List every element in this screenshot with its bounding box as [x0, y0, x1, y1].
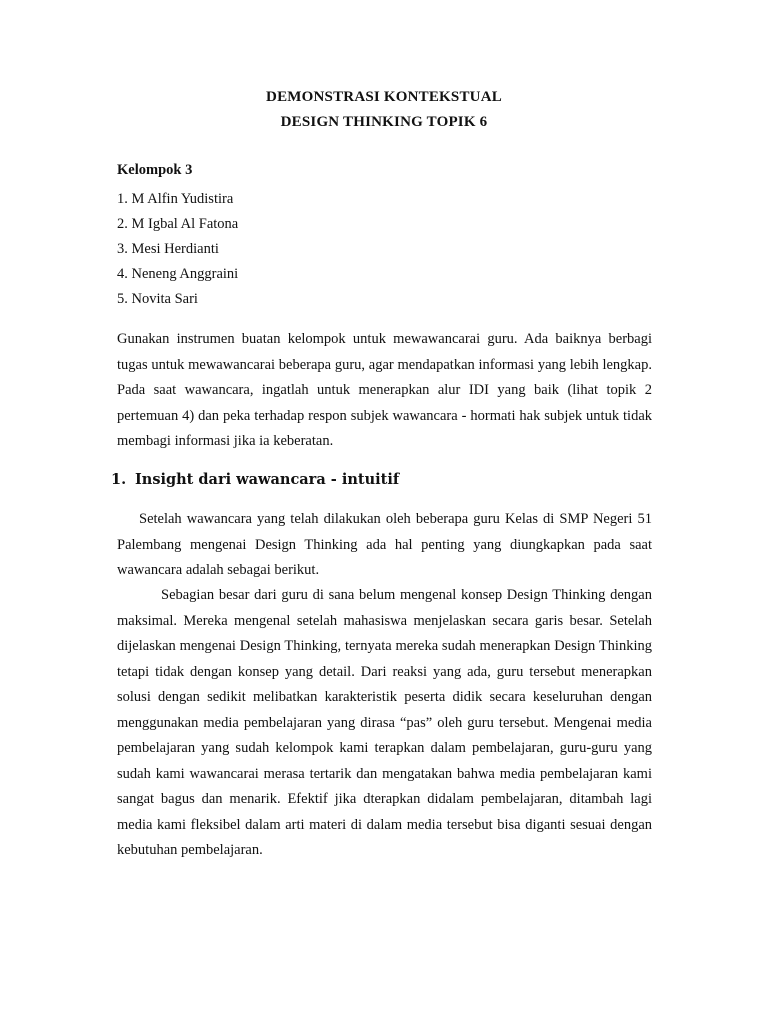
section-paragraph-2: Sebagian besar dari guru di sana belum mengenal konsep Design Thinking dengan maksimal. Mereka mengenal setelah mahasiswa menjelaskan secara garis besar. Setelah dijelaskan mengenai Design Thinking, ternyata mereka sudah menerapkan Design Thinking tetapi tidak dengan konsep yang detail. Dari reaksi yang ada, guru tersebut menerapkan solusi dengan sedikit melibatkan karakteristik peserta didik secara keseluruhan dengan menggunakan media pembelajaran yang dirasa “pas” oleh guru tersebut. Mengenai media pembelajaran yang sudah kelompok kami terapkan dalam pembelajaran, guru-guru yang sudah kami wawancarai merasa tertarik dan mengatakan bahwa media pembelajaran kami sangat bagus dan menarik. Efektif jika dterapkan didalam pembelajaran, ditambah lagi media kami fleksibel dalam arti materi di dalam media tersebut bisa diganti sesuai dengan kebutuhan pembelajaran.: [117, 587, 652, 858]
intro-paragraph: Gunakan instrumen buatan kelompok untuk mewawancarai guru. Ada baiknya berbagi tugas untuk mewawancarai beberapa guru, agar mendapatkan informasi yang lebih lengkap. Pada saat wawancara, ingatlah untuk menerapkan alur IDI yang baik (lihat topik 2 pertemuan 4) dan peka terhadap respon subjek wawancara - hormati hak subjek untuk tidak membagi informasi jika ia keberatan.: [117, 331, 652, 449]
section-heading: [111, 471, 399, 488]
section-paragraph-1: Setelah wawancara yang telah dilakukan oleh beberapa guru Kelas di SMP Negeri 51 Palembang mengenai Design Thinking ada hal penting yang diungkapkan pada saat wawancara adalah sebagai berikut.: [117, 511, 652, 578]
document-title-line-2: DESIGN THINKING TOPIK 6: [280, 114, 488, 130]
document-title-line-1: DEMONSTRASI KONTEKSTUAL: [266, 89, 502, 105]
member-item: 1. M Alfin Yudistira: [117, 191, 234, 207]
member-item: 3. Mesi Herdianti: [117, 241, 219, 257]
member-item: 4. Neneng Anggraini: [117, 266, 239, 282]
member-item: 2. M Igbal Al Fatona: [117, 216, 239, 232]
member-list: [117, 187, 238, 312]
section-number: 1.: [111, 471, 127, 488]
group-heading: Kelompok 3: [117, 162, 193, 178]
section-title: Insight dari wawancara - intuitif: [135, 471, 400, 488]
member-item: 5. Novita Sari: [117, 291, 198, 307]
